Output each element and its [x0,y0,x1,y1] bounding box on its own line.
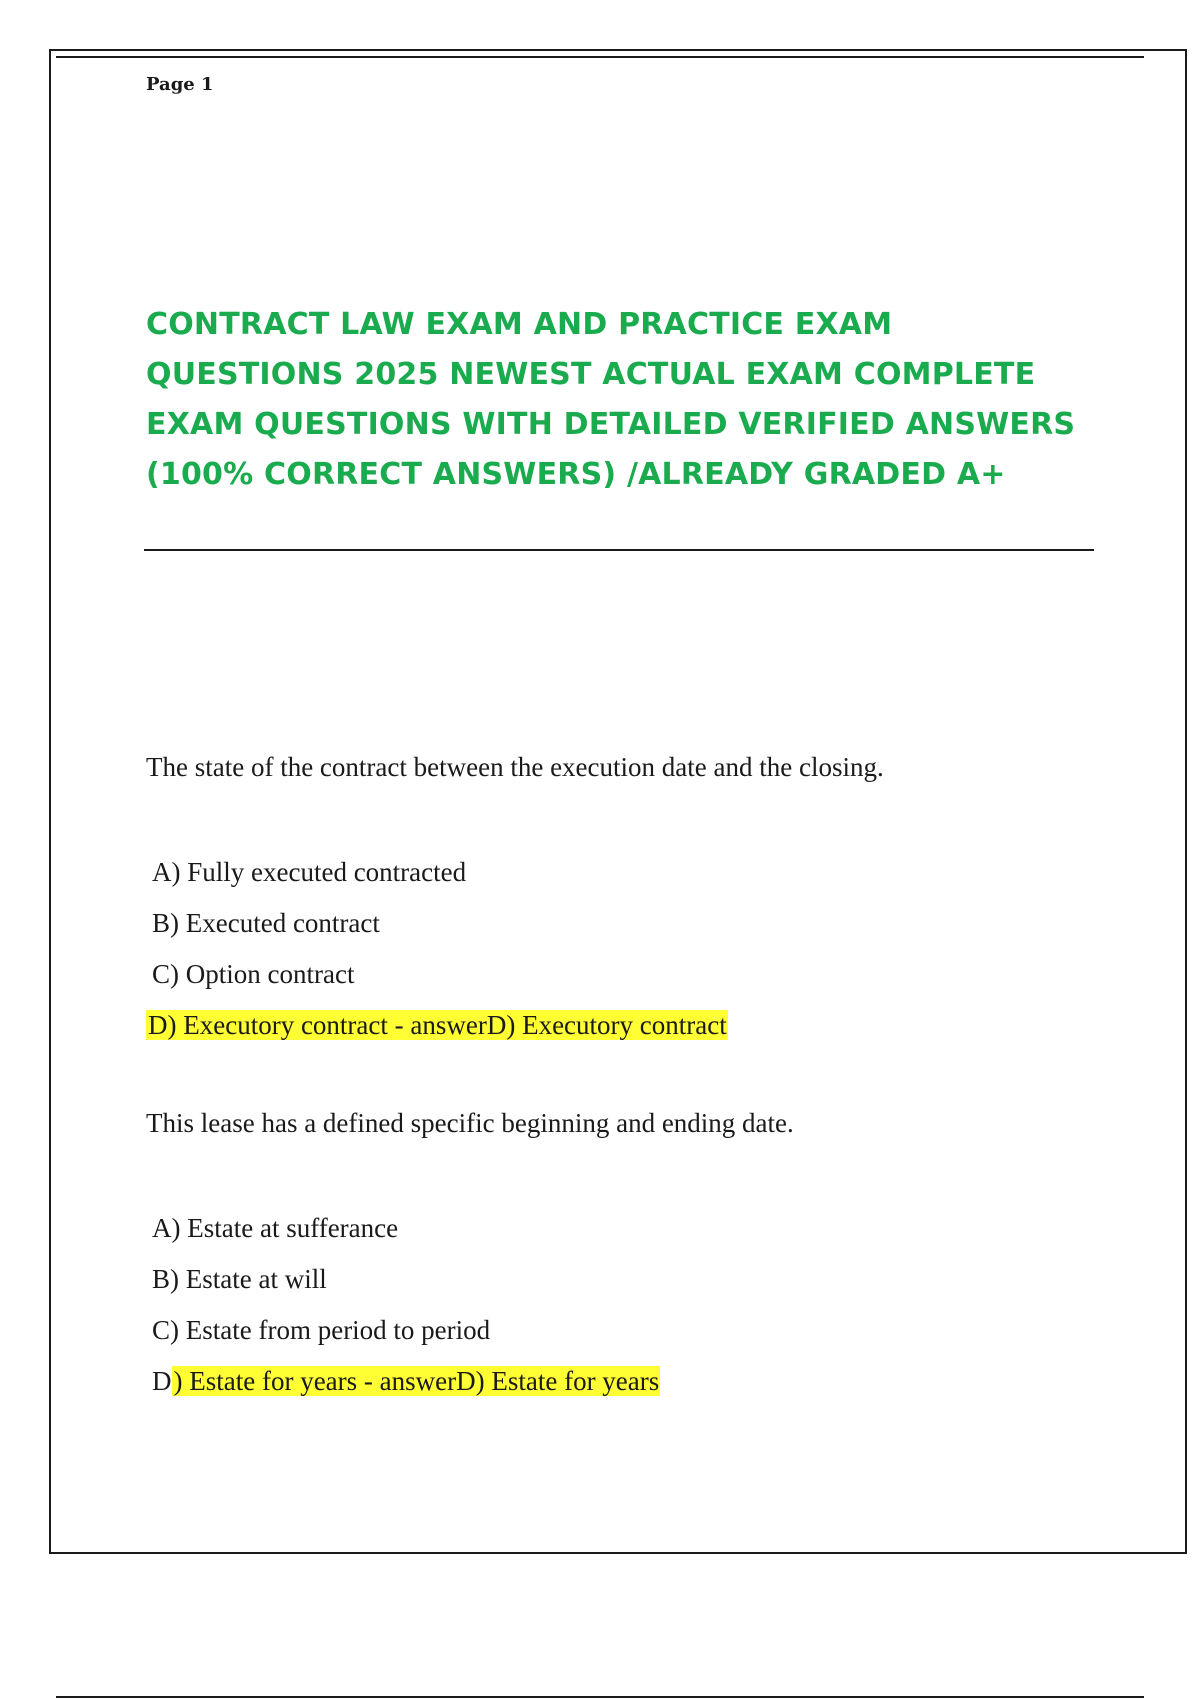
question-2-option-c: C) Estate from period to period [152,1315,491,1345]
title-underline [144,549,1094,551]
question-1-option-c: C) Option contract [152,959,355,989]
question-1-option-b: B) Executed contract [152,908,380,938]
question-1-answer-highlight: D) Executory contract - answerD) Executory contract [148,1010,727,1040]
document-title: CONTRACT LAW EXAM AND PRACTICE EXAM QUESTIONS 2025 NEWEST ACTUAL EXAM COMPLETE EXAM QUESTIONS WITH DETAILED VERIFIED ANSWERS (100% CORRECT ANSWERS) /ALREADY GRADED A+ [146,307,1076,492]
question-2-answer-prefix: D [152,1366,172,1396]
question-2-answer-highlight: ) Estate for years - answerD) Estate for years [173,1366,660,1396]
question-2-option-b: B) Estate at will [152,1264,327,1294]
question-2-option-a: A) Estate at sufferance [152,1213,399,1243]
question-1-text: The state of the contract between the execution date and the closing. [146,752,884,782]
question-2-options [152,1210,660,1414]
question-1-option-a: A) Fully executed contracted [152,857,467,887]
page-number: Page 1 [146,74,214,95]
bottom-rule [56,1696,1144,1698]
question-1-options [148,854,728,1058]
question-2-answer-row [152,1363,660,1414]
question-1-answer-row [148,1007,728,1058]
question-2-text: This lease has a defined specific beginning and ending date. [146,1108,794,1138]
